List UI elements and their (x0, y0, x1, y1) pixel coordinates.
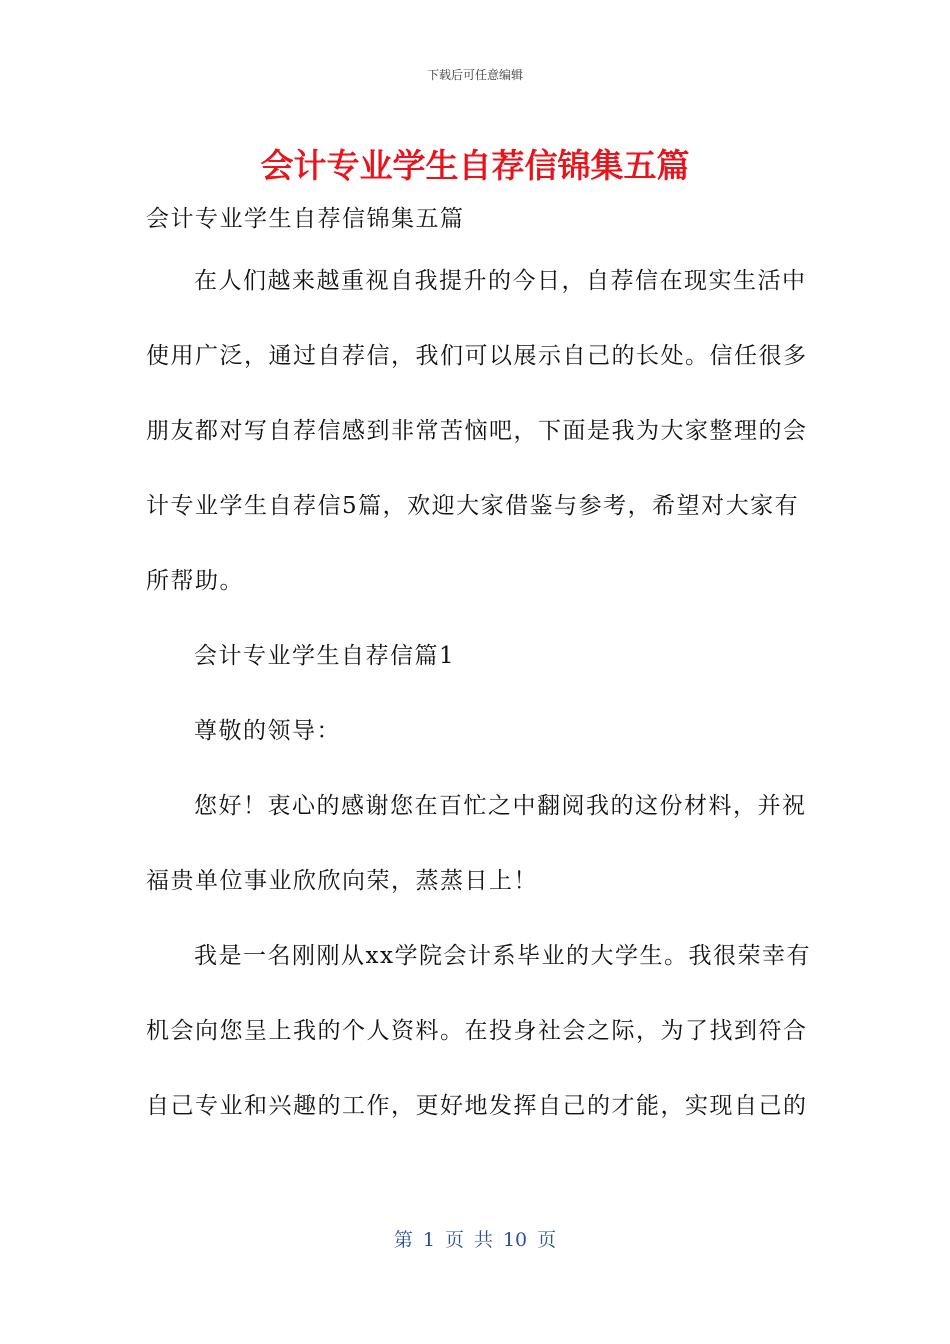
paragraph-line: 我是一名刚刚从xx学院会计系毕业的大学生。我很荣幸有 (194, 943, 811, 969)
header-note: 下载后可任意编辑 (426, 68, 523, 82)
body-subtitle: 会计专业学生自荐信锦集五篇 (146, 206, 465, 232)
paragraph-line: 福贵单位事业欣欣向荣，蒸蒸日上！ (146, 868, 538, 894)
paragraph-line: 您好！衷心的感谢您在百忙之中翻阅我的这份材料，并祝 (194, 793, 807, 819)
paragraph-line: 在人们越来越重视自我提升的今日，自荐信在现实生活中 (194, 268, 807, 294)
document-title: 会计专业学生自荐信锦集五篇 (260, 146, 690, 185)
paragraph-line: 所帮助。 (146, 568, 244, 594)
footer-total-prefix: 共 (473, 1229, 493, 1251)
footer-page-prefix: 第 (393, 1229, 413, 1251)
document-body (146, 196, 811, 1158)
paragraph-line: 使用广泛，通过自荐信，我们可以展示自己的长处。信任很多 (146, 343, 808, 369)
paragraph-line: 自己专业和兴趣的工作，更好地发挥自己的才能，实现自己的 (146, 1093, 808, 1119)
footer-total-suffix: 页 (537, 1229, 557, 1251)
footer-page-label: 页 (444, 1229, 464, 1251)
paragraph-line: 计专业学生自荐信5篇，欢迎大家借鉴与参考，希望对大家有 (146, 493, 800, 519)
page-footer (0, 1225, 950, 1252)
footer-page-number: 1 (422, 1229, 435, 1251)
salutation: 尊敬的领导： (194, 718, 341, 744)
paragraph-line: 朋友都对写自荐信感到非常苦恼吧，下面是我为大家整理的会 (146, 418, 808, 444)
footer-total-pages: 10 (502, 1229, 528, 1251)
paragraph-line: 机会向您呈上我的个人资料。在投身社会之际，为了找到符合 (146, 1018, 808, 1044)
section-heading: 会计专业学生自荐信篇1 (194, 643, 456, 669)
